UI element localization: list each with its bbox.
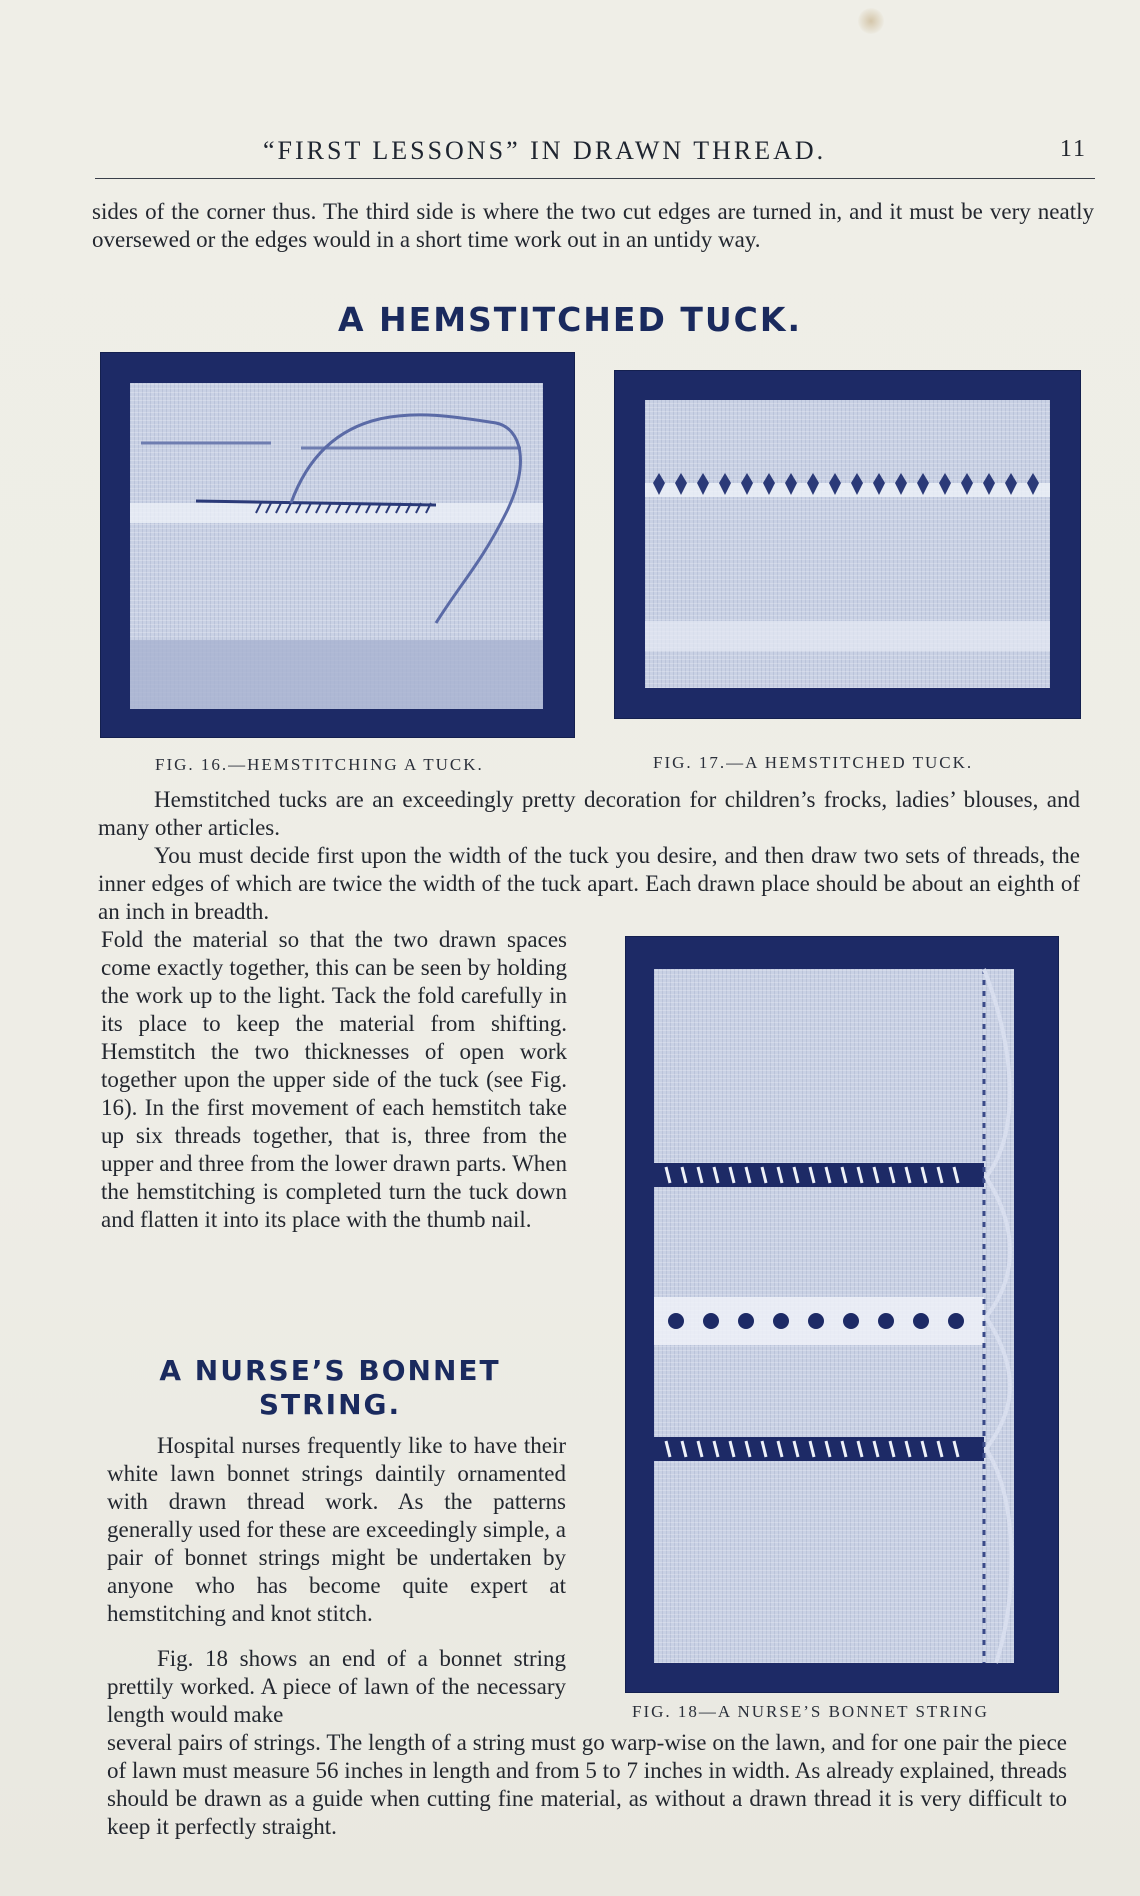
- section-title-line-1: A NURSE’S BONNET: [159, 1354, 501, 1387]
- bonnet-paragraph-2-end: several pairs of strings. The length of a string must go warp-wise on the lawn, and for one pair the piece of lawn must measure 56 inches in length and from 5 to 7 inches in width. As already explained, threads should be drawn as a guide when cutting fine material, as without a drawn thread it is very difficult to keep it perfectly straight.: [107, 1730, 1067, 1839]
- section-title-hemstitched-tuck: A HEMSTITCHED TUCK.: [338, 300, 802, 339]
- figure-17-a-hemstitched-tuck: [615, 371, 1080, 718]
- tuck-paragraph-3: Fold the material so that the two drawn spaces come exactly together, this can be seen by holding the work up to the light. Tack the fold carefully in its place to keep the material from shifting. Hemstitch the two thicknesses of open work together upon the upper side of the tuck (see Fig. 16). In the first movement of each hemstitch take up six threads together, that is, three from the upper and three from the lower drawn parts. When the hemstitching is completed turn the tuck down and flatten it into its place with the thumb nail.: [101, 927, 567, 1232]
- paper-stain: [858, 8, 884, 34]
- section-title-line-2: STRING.: [258, 1388, 402, 1421]
- header-title: “FIRST LESSONS” IN DRAWN THREAD.: [263, 136, 827, 165]
- bonnet-paragraph-1: Hospital nurses frequently like to have their white lawn bonnet strings daintily ornamented with drawn thread work. As the patterns generally used for these are exceedingly simple, a pair of bonnet strings might be undertaken by anyone who has become quite expert at hemstitching and knot stitch.: [107, 1433, 566, 1626]
- page-number: 11: [1059, 136, 1087, 162]
- fig17-hemstitch-row: [615, 371, 1080, 718]
- running-header: [95, 132, 1095, 179]
- bonnet-paragraph-2-start: Fig. 18 shows an end of a bonnet string prettily worked. A piece of lawn of the necessary length would make: [107, 1646, 566, 1727]
- section-title-nurses-bonnet: [100, 1354, 560, 1422]
- fig16-caption: FIG. 16.—HEMSTITCHING A TUCK.: [155, 755, 484, 774]
- figure-18-nurses-bonnet-string: [626, 937, 1058, 1692]
- fig18-caption: FIG. 18—A NURSE’S BONNET STRING: [632, 1702, 989, 1721]
- intro-paragraph: sides of the corner thus. The third side is where the two cut edges are turned in, and it must be very neatly oversewed or the edges would in a short time work out in an untidy way.: [92, 199, 1094, 252]
- fig17-caption: FIG. 17.—A HEMSTITCHED TUCK.: [653, 753, 974, 772]
- fig16-stitch-drawing: [101, 353, 574, 737]
- figure-16-hemstitching-a-tuck: [101, 353, 574, 737]
- fig18-drawn-thread-bands: [626, 937, 1058, 1692]
- tuck-paragraph-2: You must decide first upon the width of the tuck you desire, and then draw two sets of threads, the inner edges of which are twice the width of the tuck apart. Each drawn place should be about an eighth of an inch in breadth.: [98, 843, 1080, 924]
- tuck-paragraph-1: Hemstitched tucks are an exceedingly pretty decoration for children’s frocks, ladies’ blouses, and many other articles.: [98, 787, 1080, 840]
